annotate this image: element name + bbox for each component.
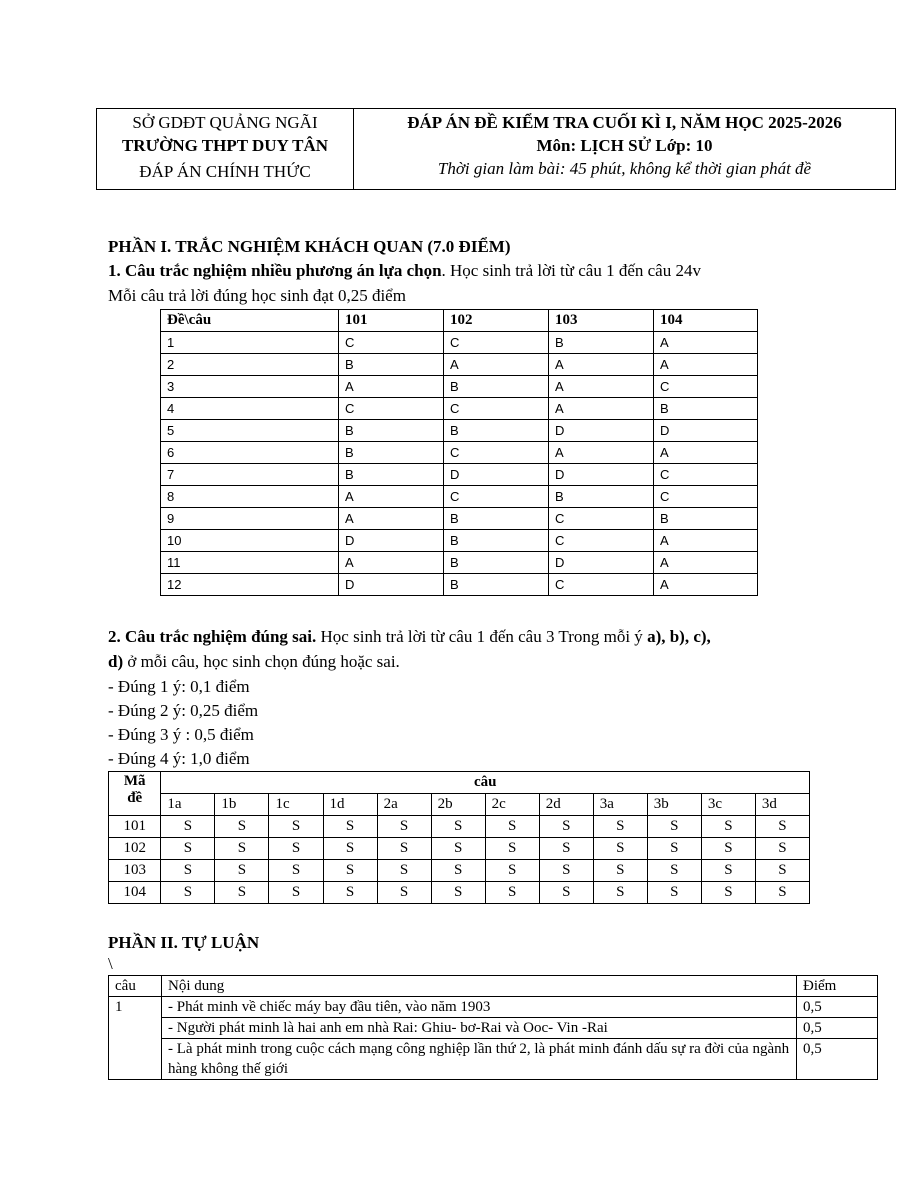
answer-cell: S	[647, 882, 701, 904]
table-row	[109, 838, 810, 860]
answer-content: - Người phát minh là hai anh em nhà Rai: Ghiu- bơ-Rai và Ooc- Vin -Rai	[162, 1018, 797, 1039]
official-answer-label: ĐÁP ÁN CHÍNH THỨC	[139, 162, 311, 181]
exam-title: ĐÁP ÁN ĐỀ KIỂM TRA CUỐI KÌ I, NĂM HỌC 2025-2026	[407, 113, 842, 132]
answer-cell: D	[444, 464, 549, 486]
table-header-row	[109, 976, 878, 997]
answer-cell: S	[647, 838, 701, 860]
column-header: 103	[549, 310, 654, 332]
answer-cell: C	[339, 398, 444, 420]
subquestion-header: 1d	[323, 794, 377, 816]
table-row	[109, 860, 810, 882]
answer-cell: C	[654, 376, 758, 398]
scoring-rule: - Đúng 3 ý : 0,5 điểm	[108, 725, 254, 744]
table-row	[109, 997, 878, 1018]
exam-code: 103	[109, 860, 161, 882]
subquestion-header: 3d	[755, 794, 809, 816]
answer-cell: A	[549, 398, 654, 420]
answer-cell: C	[654, 464, 758, 486]
section1-scoring: Mỗi câu trả lời đúng học sinh đạt 0,25 điểm	[108, 286, 406, 305]
answer-cell: B	[549, 332, 654, 354]
answer-cell: S	[485, 882, 539, 904]
table-row	[161, 332, 758, 354]
answer-cell: S	[755, 816, 809, 838]
table-header-row	[109, 772, 810, 794]
answer-cell: S	[377, 882, 431, 904]
school-info	[97, 109, 354, 189]
table-row	[161, 574, 758, 596]
answer-cell: B	[444, 420, 549, 442]
question-number: 9	[161, 508, 339, 530]
answer-content: - Là phát minh trong cuộc cách mạng công nghiệp lần thứ 2, là phát minh đánh dấu sự ra đời của ngành hàng không thế giới	[162, 1039, 797, 1080]
answer-cell: D	[549, 464, 654, 486]
answer-cell: S	[377, 860, 431, 882]
answer-cell: S	[539, 816, 593, 838]
section2-option-d: d)	[108, 652, 124, 671]
table-row	[161, 508, 758, 530]
answer-cell: A	[549, 442, 654, 464]
answer-cell: S	[431, 838, 485, 860]
answer-cell: A	[549, 354, 654, 376]
answer-cell: S	[593, 838, 647, 860]
column-header: 101	[339, 310, 444, 332]
exam-info	[354, 109, 895, 189]
answer-cell: S	[161, 838, 215, 860]
answer-cell: B	[339, 420, 444, 442]
answer-cell: A	[549, 376, 654, 398]
column-header: 104	[654, 310, 758, 332]
answer-cell: A	[654, 354, 758, 376]
answer-cell: S	[755, 860, 809, 882]
answer-cell: S	[269, 882, 323, 904]
question-number: 12	[161, 574, 339, 596]
question-group-header: câu	[161, 772, 810, 794]
exam-code: 101	[109, 816, 161, 838]
answer-cell: B	[444, 574, 549, 596]
subquestion-header: 1b	[215, 794, 269, 816]
table-row	[161, 486, 758, 508]
table-row	[109, 1039, 878, 1080]
question-number: 10	[161, 530, 339, 552]
section2-title: 2. Câu trắc nghiệm đúng sai.	[108, 627, 317, 646]
table-row	[161, 376, 758, 398]
school-name: TRƯỜNG THPT DUY TÂN	[121, 136, 329, 155]
answer-cell: B	[444, 552, 549, 574]
section1-title: 1. Câu trắc nghiệm nhiều phương án lựa chọn	[108, 261, 442, 280]
answer-cell: B	[444, 376, 549, 398]
answer-cell: S	[647, 816, 701, 838]
section1-intro	[108, 260, 701, 282]
answer-cell: S	[485, 816, 539, 838]
part1-heading: PHẦN I. TRẮC NGHIỆM KHÁCH QUAN (7.0 ĐIỂM)	[108, 237, 511, 256]
answer-cell: S	[215, 816, 269, 838]
answer-cell: S	[485, 860, 539, 882]
answer-cell: D	[339, 530, 444, 552]
scoring-rule: - Đúng 1 ý: 0,1 điểm	[108, 677, 250, 696]
answer-cell: S	[701, 816, 755, 838]
question-number: 6	[161, 442, 339, 464]
subquestion-header: 2b	[431, 794, 485, 816]
answer-cell: S	[539, 838, 593, 860]
exam-code: 102	[109, 838, 161, 860]
answer-cell: C	[549, 530, 654, 552]
answer-cell: C	[444, 398, 549, 420]
section2-intro	[108, 626, 711, 648]
department-name: SỞ GDĐT QUẢNG NGÃI	[132, 113, 318, 132]
answer-cell: S	[593, 816, 647, 838]
answer-cell: S	[593, 882, 647, 904]
answer-cell: A	[339, 486, 444, 508]
answer-cell: A	[654, 552, 758, 574]
answer-cell: S	[215, 882, 269, 904]
answer-cell: C	[444, 486, 549, 508]
answer-cell: S	[647, 860, 701, 882]
answer-cell: S	[755, 882, 809, 904]
answer-cell: A	[339, 508, 444, 530]
answer-cell: S	[269, 860, 323, 882]
table-row	[161, 552, 758, 574]
answer-cell: A	[654, 332, 758, 354]
answer-cell: S	[701, 860, 755, 882]
answer-cell: D	[549, 552, 654, 574]
table-row	[161, 442, 758, 464]
column-header: 102	[444, 310, 549, 332]
answer-cell: A	[339, 376, 444, 398]
answer-cell: S	[539, 882, 593, 904]
subquestion-header: 3b	[647, 794, 701, 816]
answer-cell: B	[654, 398, 758, 420]
section2-line2-text: ở mỗi câu, học sinh chọn đúng hoặc sai.	[123, 652, 400, 671]
part2-heading: PHẦN II. TỰ LUẬN	[108, 933, 260, 952]
answer-cell: S	[701, 838, 755, 860]
question-number: 4	[161, 398, 339, 420]
answer-cell: B	[654, 508, 758, 530]
subquestion-header: 3a	[593, 794, 647, 816]
table-row	[109, 816, 810, 838]
answer-cell: C	[549, 508, 654, 530]
table-row	[161, 464, 758, 486]
table-row	[161, 354, 758, 376]
table-header-row	[161, 310, 758, 332]
document-header	[96, 108, 896, 190]
answer-cell: S	[485, 838, 539, 860]
answer-score: 0,5	[797, 1018, 878, 1039]
exam-code-header: Mã đề	[109, 772, 161, 816]
answer-cell: S	[161, 882, 215, 904]
answer-cell: C	[549, 574, 654, 596]
answer-cell: B	[339, 442, 444, 464]
answer-cell: S	[755, 838, 809, 860]
column-header: Điểm	[797, 976, 878, 997]
answer-cell: A	[654, 574, 758, 596]
essay-answer-table	[108, 975, 878, 1080]
subquestion-header: 1a	[161, 794, 215, 816]
answer-cell: S	[377, 838, 431, 860]
answer-content: - Phát minh về chiếc máy bay đầu tiên, vào năm 1903	[162, 997, 797, 1018]
answer-cell: B	[444, 530, 549, 552]
time-line: Thời gian làm bài: 45 phút, không kể thời gian phát đề	[437, 159, 812, 178]
answer-cell: C	[444, 332, 549, 354]
answer-cell: S	[269, 816, 323, 838]
answer-cell: S	[431, 860, 485, 882]
question-number: 11	[161, 552, 339, 574]
answer-cell: S	[323, 860, 377, 882]
answer-table-truefalse	[108, 771, 810, 904]
answer-cell: S	[215, 838, 269, 860]
table-row	[161, 530, 758, 552]
column-header: Nội dung	[162, 976, 797, 997]
section2-line2	[108, 651, 400, 673]
question-number: 1	[109, 997, 162, 1080]
answer-cell: S	[701, 882, 755, 904]
table-subheader-row	[109, 794, 810, 816]
subquestion-header: 2d	[539, 794, 593, 816]
answer-cell: S	[323, 882, 377, 904]
answer-cell: D	[339, 574, 444, 596]
section2-options: a), b), c),	[647, 627, 711, 646]
scoring-rule: - Đúng 2 ý: 0,25 điểm	[108, 701, 259, 720]
answer-cell: A	[444, 354, 549, 376]
table-row	[109, 882, 810, 904]
answer-cell: D	[654, 420, 758, 442]
answer-cell: S	[323, 816, 377, 838]
exam-code: 104	[109, 882, 161, 904]
question-number: 7	[161, 464, 339, 486]
subquestion-header: 2c	[485, 794, 539, 816]
answer-cell: B	[339, 464, 444, 486]
answer-cell: B	[444, 508, 549, 530]
answer-cell: B	[549, 486, 654, 508]
section2-text: Học sinh trả lời từ câu 1 đến câu 3 Trong mỗi ý	[316, 627, 648, 646]
answer-cell: S	[377, 816, 431, 838]
answer-cell: A	[339, 552, 444, 574]
answer-cell: S	[593, 860, 647, 882]
answer-cell: S	[215, 860, 269, 882]
answer-cell: C	[444, 442, 549, 464]
answer-score: 0,5	[797, 1039, 878, 1080]
table-row	[161, 398, 758, 420]
answer-cell: B	[339, 354, 444, 376]
subquestion-header: 3c	[701, 794, 755, 816]
table-row	[161, 420, 758, 442]
table-row	[109, 1018, 878, 1039]
question-number: 3	[161, 376, 339, 398]
answer-cell: S	[431, 816, 485, 838]
answer-cell: A	[654, 442, 758, 464]
answer-cell: A	[654, 530, 758, 552]
answer-score: 0,5	[797, 997, 878, 1018]
column-header: Đề\câu	[161, 310, 339, 332]
question-number: 8	[161, 486, 339, 508]
answer-cell: S	[161, 860, 215, 882]
answer-cell: S	[269, 838, 323, 860]
question-number: 1	[161, 332, 339, 354]
answer-cell: S	[431, 882, 485, 904]
answer-cell: S	[539, 860, 593, 882]
answer-cell: C	[339, 332, 444, 354]
subquestion-header: 2a	[377, 794, 431, 816]
scoring-rule: - Đúng 4 ý: 1,0 điểm	[108, 749, 250, 768]
question-number: 2	[161, 354, 339, 376]
answer-cell: C	[654, 486, 758, 508]
stray-backslash: \	[108, 954, 113, 973]
subquestion-header: 1c	[269, 794, 323, 816]
section1-text: . Học sinh trả lời từ câu 1 đến câu 24v	[441, 261, 701, 280]
question-number: 5	[161, 420, 339, 442]
subject-line: Môn: LỊCH SỬ Lớp: 10	[536, 136, 713, 155]
answer-cell: S	[161, 816, 215, 838]
answer-table-mc	[160, 309, 758, 596]
answer-cell: S	[323, 838, 377, 860]
answer-cell: D	[549, 420, 654, 442]
column-header: câu	[109, 976, 162, 997]
